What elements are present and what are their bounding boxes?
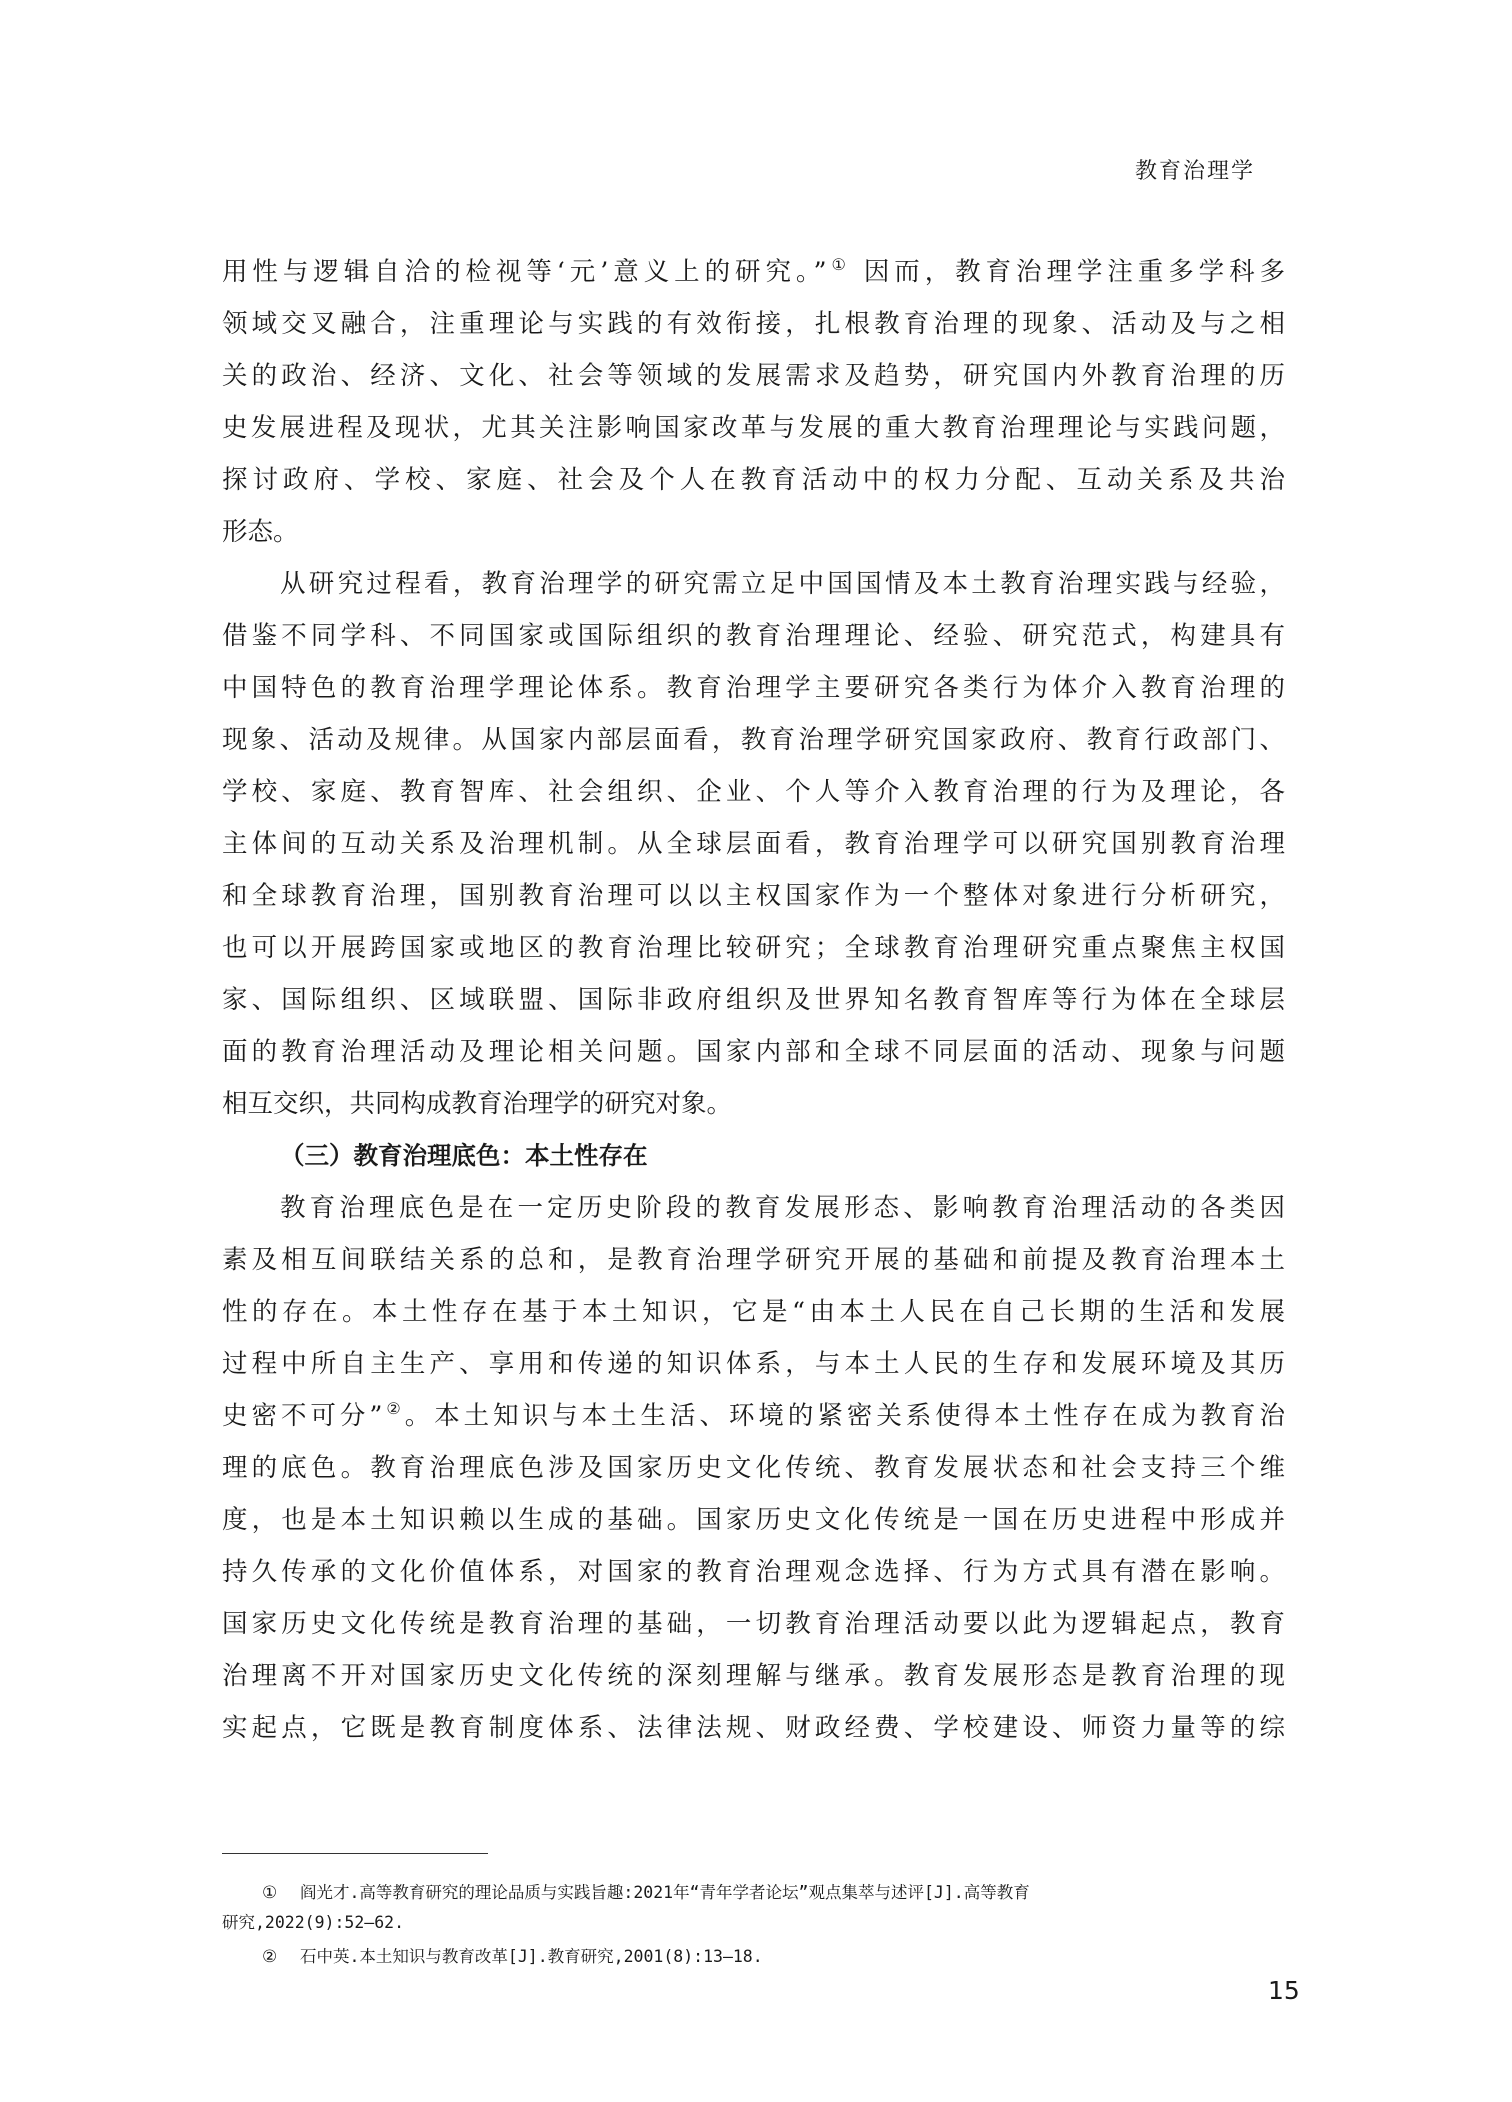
footnote-ref[interactable]: ① — [826, 255, 851, 274]
body-line: 借鉴不同学科、不同国家或国际组织的教育治理理论、经验、研究范式，构建具有 — [222, 621, 1285, 651]
body-line: 治理离不开对国家历史文化传统的深刻理解与继承。教育发展形态是教育治理的现 — [222, 1661, 1285, 1691]
body-line: 性的存在。本土性存在基于本土知识，它是“由本土人民在自己长期的生活和发展 — [222, 1297, 1285, 1327]
footnote-marker: ② — [262, 1947, 278, 1967]
body-line: 用性与逻辑自洽的检视等‘元’意义上的研究。”① 因而，教育治理学注重多学科多 — [222, 255, 1286, 287]
body-line: 度，也是本土知识赖以生成的基础。国家历史文化传统是一国在历史进程中形成并 — [222, 1505, 1285, 1535]
body-line: 过程中所自主生产、享用和传递的知识体系，与本土人民的生存和发展环境及其历 — [222, 1349, 1285, 1379]
body-line: 探讨政府、学校、家庭、社会及个人在教育活动中的权力分配、互动关系及共治 — [222, 465, 1285, 495]
body-line: 国家历史文化传统是教育治理的基础，一切教育治理活动要以此为逻辑起点，教育 — [222, 1609, 1285, 1639]
body-line: 关的政治、经济、文化、社会等领域的发展需求及趋势，研究国内外教育治理的历 — [222, 361, 1285, 391]
running-header: 教育治理学 — [1135, 159, 1256, 184]
body-line: 史发展进程及现状，尤其关注影响国家改革与发展的重大教育治理理论与实践问题， — [222, 413, 1285, 443]
body-line: 学校、家庭、教育智库、社会组织、企业、个人等介入教育治理的行为及理论，各 — [222, 777, 1285, 807]
footnote-marker: ① — [262, 1883, 278, 1903]
body-line: 也可以开展跨国家或地区的教育治理比较研究；全球教育治理研究重点聚焦主权国 — [222, 933, 1285, 963]
body-line: 和全球教育治理，国别教育治理可以以主权国家作为一个整体对象进行分析研究， — [222, 881, 1285, 911]
body-line: 实起点，它既是教育制度体系、法律法规、财政经费、学校建设、师资力量等的综 — [222, 1713, 1285, 1743]
body-line: 形态。 — [222, 517, 299, 547]
body-line: 素及相互间联结关系的总和，是教育治理学研究开展的基础和前提及教育治理本土 — [222, 1245, 1285, 1275]
body-line: 领域交叉融合，注重理论与实践的有效衔接，扎根教育治理的现象、活动及与之相 — [222, 309, 1285, 339]
section-heading: （三）教育治理底色：本土性存在 — [280, 1141, 648, 1170]
footnote-text: 阎光才.高等教育研究的理论品质与实践旨趣:2021年“青年学者论坛”观点集萃与述评[J].高等教育 — [300, 1883, 1030, 1902]
body-line: 理的底色。教育治理底色涉及国家历史文化传统、教育发展状态和社会支持三个维 — [222, 1453, 1285, 1483]
body-line: 现象、活动及规律。从国家内部层面看，教育治理学研究国家政府、教育行政部门、 — [222, 725, 1285, 755]
footnote-ref[interactable]: ② — [382, 1399, 405, 1418]
footnote-text: 石中英.本土知识与教育改革[J].教育研究,2001(8):13—18. — [300, 1947, 763, 1966]
body-line: 主体间的互动关系及治理机制。从全球层面看，教育治理学可以研究国别教育治理 — [222, 829, 1285, 859]
body-line: 持久传承的文化价值体系，对国家的教育治理观念选择、行为方式具有潜在影响。 — [222, 1557, 1285, 1587]
footnote-2 — [262, 1942, 763, 1972]
body-line: 中国特色的教育治理学理论体系。教育治理学主要研究各类行为体介入教育治理的 — [222, 673, 1285, 703]
footnote-1 — [262, 1878, 1030, 1908]
body-line: 史密不可分”②。本土知识与本土生活、环境的紧密关系使得本土性存在成为教育治 — [222, 1399, 1285, 1431]
body-line: 相互交织，共同构成教育治理学的研究对象。 — [222, 1089, 733, 1119]
footnote-1-continued: 研究,2022(9):52—62. — [222, 1913, 405, 1932]
body-line: 教育治理底色是在一定历史阶段的教育发展形态、影响教育治理活动的各类因 — [280, 1193, 1285, 1223]
body-line: 从研究过程看，教育治理学的研究需立足中国国情及本土教育治理实践与经验， — [280, 569, 1285, 599]
footnote-divider — [222, 1853, 488, 1854]
body-line: 家、国际组织、区域联盟、国际非政府组织及世界知名教育智库等行为体在全球层 — [222, 985, 1285, 1015]
body-line: 面的教育治理活动及理论相关问题。国家内部和全球不同层面的活动、现象与问题 — [222, 1037, 1285, 1067]
page-number: 15 — [1268, 1976, 1300, 2005]
